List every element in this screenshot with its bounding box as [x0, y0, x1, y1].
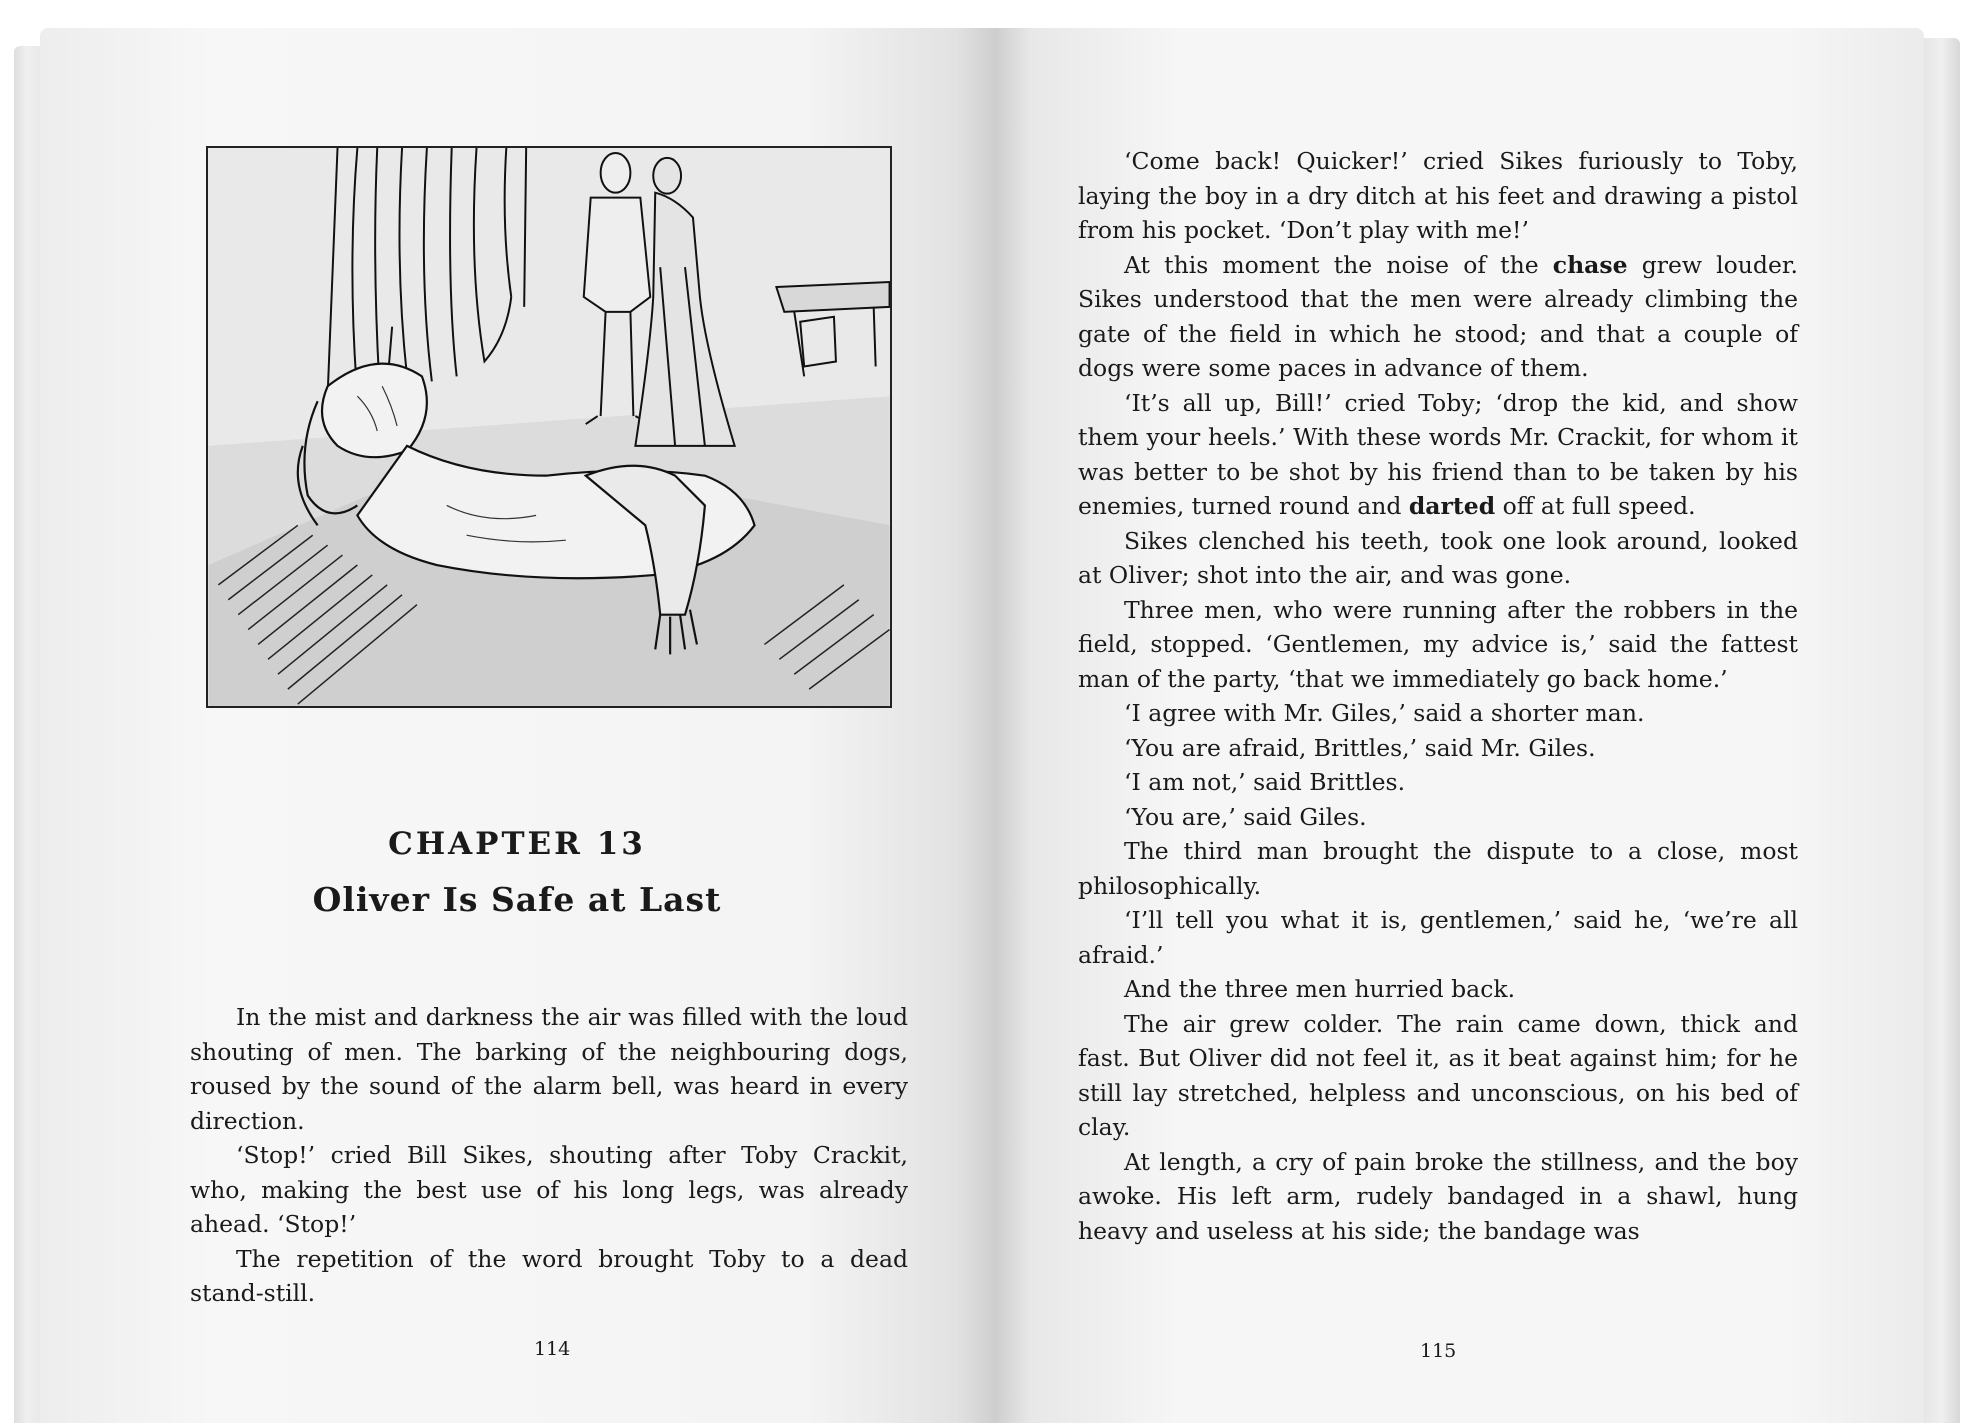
paragraph: Sikes clenched his teeth, took one look around, looked at Oliver; shot into the air, and was gone.: [1078, 526, 1798, 589]
paragraph: ‘I am not,’ said Brittles.: [1124, 768, 1406, 796]
paragraph: The repetition of the word brought Toby to a dead stand-still.: [190, 1244, 908, 1307]
paragraph: At length, a cry of pain broke the stillness, and the boy awoke. His left arm, rudely bandaged in a shawl, hung heavy and useless at his side; the bandage was: [1078, 1147, 1798, 1245]
paragraph: Three men, who were running after the robbers in the field, stopped. ‘Gentlemen, my advice is,’ said the fattest man of the party, ‘that we immediately go back home.’: [1078, 595, 1798, 693]
paragraph: ‘You are afraid, Brittles,’ said Mr. Giles.: [1124, 733, 1596, 762]
paragraph: The air grew colder. The rain came down, thick and fast. But Oliver did not feel it, as it beat against him; for he still lay stretched, helpless and unconscious, on his bed of clay.: [1078, 1009, 1798, 1141]
right-page-text: [1078, 144, 1798, 1248]
paragraph: The third man brought the dispute to a close, most philosophically.: [1078, 837, 1798, 900]
left-page: [40, 28, 994, 1423]
chapter-title: Oliver Is Safe at Last: [312, 880, 722, 919]
paragraph: ‘I’ll tell you what it is, gentlemen,’ said he, ‘we’re all afraid.’: [1078, 906, 1798, 969]
page-number-left: 114: [534, 1338, 571, 1360]
bold-word: chase: [1552, 250, 1628, 279]
bold-word: darted: [1408, 492, 1496, 520]
chapter-label: CHAPTER 13: [388, 826, 646, 862]
paragraph: In the mist and darkness the air was filled with the loud shouting of men. The barking of the neighbouring dogs, roused by the sound of the alarm bell, was heard in every direction.: [190, 1003, 908, 1135]
right-page: [994, 28, 1924, 1423]
paragraph: And the three men hurried back.: [1124, 975, 1516, 1003]
page-number-right: 115: [1420, 1340, 1457, 1362]
paragraph: ‘You are,’ said Giles.: [1124, 802, 1367, 831]
paragraph: ‘It’s all up, Bill!’ cried Toby; ‘drop the kid, and show them your heels.’ With these words Mr. Crackit, for whom it was better to be shot by his friend than to be taken by his enemies, turned round and darted off at full speed.: [1078, 388, 1798, 520]
paragraph: ‘I agree with Mr. Giles,’ said a shorter man.: [1124, 699, 1645, 727]
chapter-illustration: [206, 146, 892, 708]
paragraph: At this moment the noise of the chase grew louder. Sikes understood that the men were already climbing the gate of the field in which he stood; and that a couple of dogs were some paces in advance of them.: [1078, 250, 1798, 382]
book-edge-right: [1920, 38, 1960, 1423]
paragraph: ‘Come back! Quicker!’ cried Sikes furiously to Toby, laying the boy in a dry ditch at his feet and drawing a pistol from his pocket. ‘Don’t play with me!’: [1078, 147, 1798, 244]
paragraph: ‘Stop!’ cried Bill Sikes, shouting after Toby Crackit, who, making the best use of his long legs, was already ahead. ‘Stop!’: [190, 1141, 908, 1238]
left-page-text: [190, 1000, 908, 1311]
